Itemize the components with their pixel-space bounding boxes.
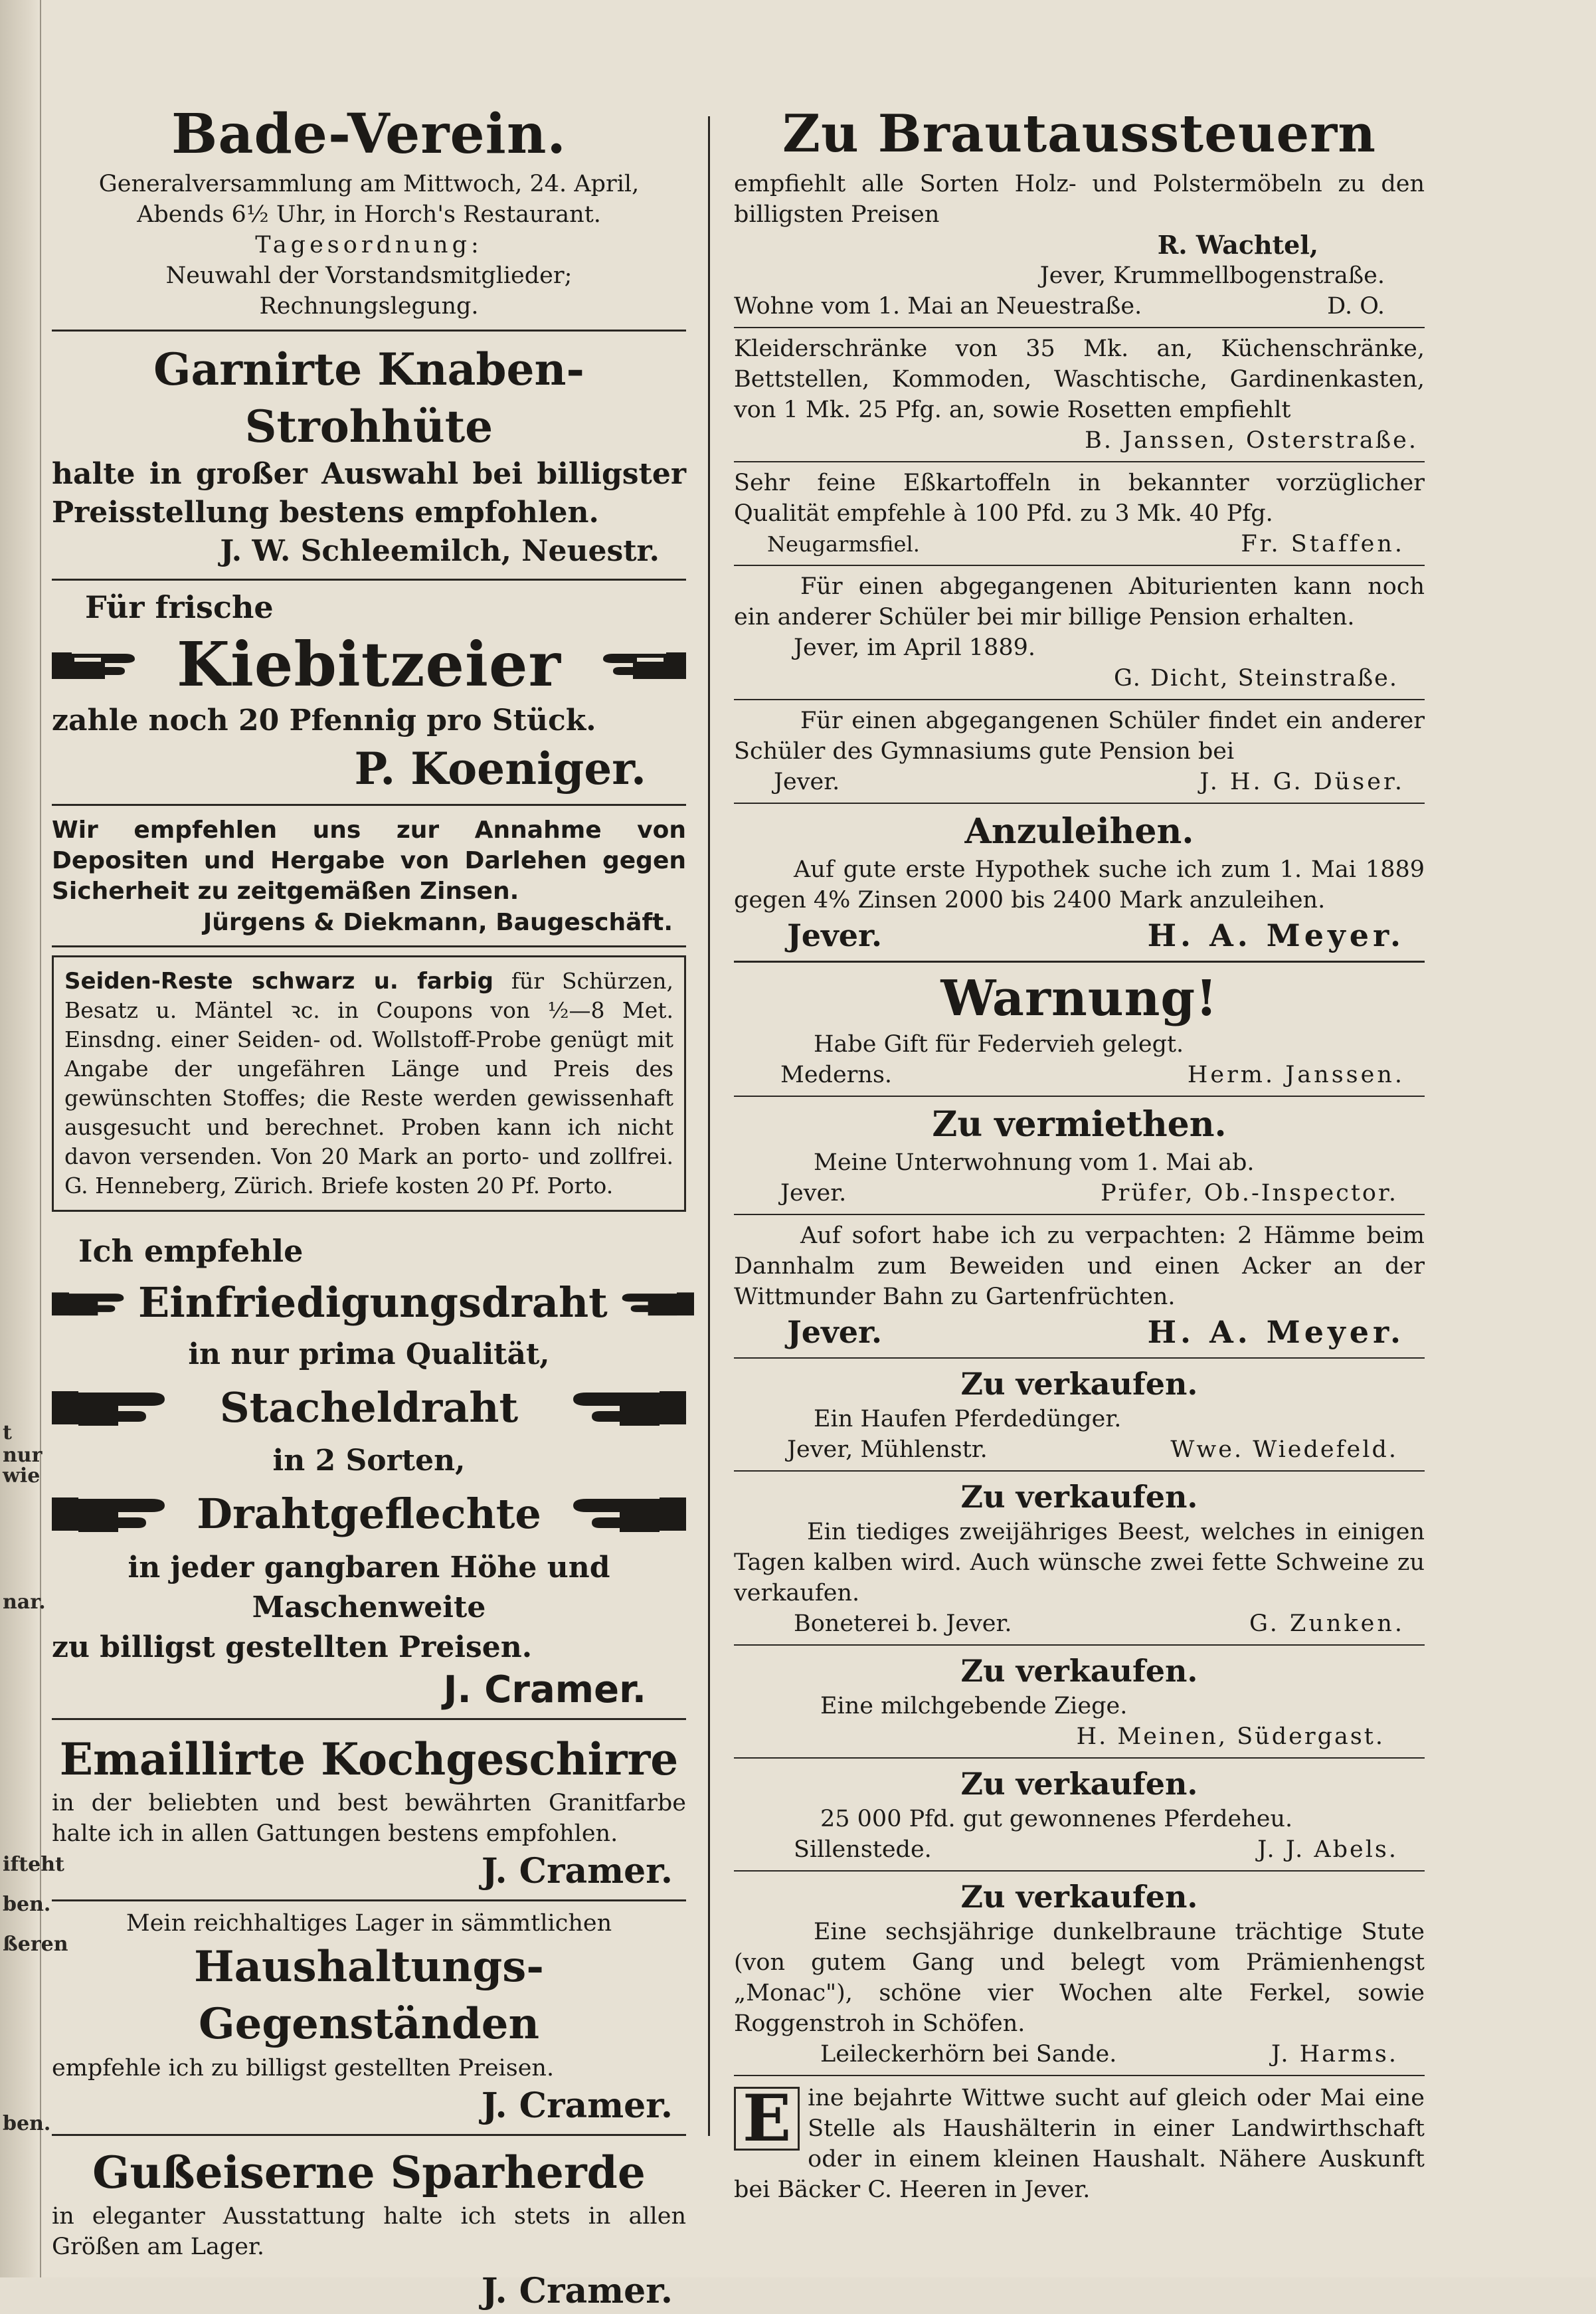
ad-date: Jever, im April 1889.	[794, 634, 1035, 661]
ad-title: Haushaltungs-Gegenständen	[194, 1942, 544, 2049]
ad-verpachten	[734, 1220, 1425, 1352]
ad-text: Kleiderschränke von 35 Mk. an, Küchenschränke, Bettstellen, Kommoden, Waschtische, Gardinenkasten, von 1 Mk. 25 Pfg. an, sowie Rosetten empfiehlt	[734, 336, 1425, 423]
ad-brautaussteuern	[734, 100, 1425, 322]
ad-text: Sehr feine Eßkartoffeln in bekannter vorzüglicher Qualität empfehle à 100 Pfd. zu 3 Mk. 40 Pfg.	[734, 470, 1425, 527]
ad-signature: G. Zunken.	[1249, 1610, 1405, 1637]
ad-signature: P. Koeniger.	[354, 743, 646, 795]
ad-text: Ich empfehle	[78, 1233, 304, 1269]
ad-text: zahle noch 20 Pfennig pro Stück.	[52, 704, 596, 737]
strip-fragment: ben.	[3, 1893, 51, 1916]
ad-separator	[734, 461, 1425, 462]
ad-text: Eine milchgebende Ziege.	[820, 1693, 1128, 1719]
ad-schueler-pension	[734, 706, 1425, 797]
ad-text: für Schürzen, Besatz u. Mäntel ꝛc. in Coupons von ½—8 Met. Einsdng. einer Seiden- od. Wollstoff-Probe genügt mit Angabe der ungefähren Länge und Preis des gewünschten Stoffes; die Reste werden gewissenhaft ausgesucht und berechnet. Proben kann ich nicht davon versenden. Von 20 Mark an porto- und zollfrei. G. Henneberg, Zürich. Briefe kosten 20 Pf. Porto.	[64, 968, 673, 1199]
ad-text: empfehle ich zu billigst gestellten Preisen.	[52, 2055, 555, 2081]
ad-signature: J. Cramer.	[481, 2085, 673, 2126]
ad-title: Anzuleihen.	[964, 811, 1194, 852]
ad-place: Mederns.	[780, 1062, 893, 1088]
ad-title: Bade-Verein.	[171, 102, 567, 166]
ad-note: D. O.	[1327, 293, 1385, 320]
ad-separator	[734, 1870, 1425, 1872]
ad-sparherde	[52, 2144, 686, 2314]
ad-title: Zu verkaufen.	[960, 1479, 1198, 1515]
ad-signature: J. Harms.	[1271, 2041, 1398, 2068]
ad-text: Für frische	[85, 589, 274, 625]
pointing-hand-left-icon	[586, 638, 686, 691]
ad-place: Jever, Mühlenstr.	[787, 1436, 988, 1463]
ad-place: Neugarmsfiel.	[767, 531, 920, 557]
ad-signature: Jürgens & Diekmann, Baugeschäft.	[203, 909, 673, 936]
pointing-hand-right-icon	[52, 1484, 171, 1544]
ad-signature: J. J. Abels.	[1257, 1836, 1398, 1863]
strip-fragment: nar.	[3, 1591, 46, 1614]
ad-signature: R. Wachtel,	[1157, 230, 1318, 260]
ad-lead: Seiden-Reste schwarz u. farbig	[64, 968, 493, 995]
ad-separator	[52, 2134, 686, 2136]
ad-title: Warnung!	[940, 970, 1218, 1027]
ad-signature: J. W. Schleemilch, Neuestr.	[220, 534, 660, 568]
left-column	[52, 100, 686, 2314]
ad-text: Meine Unterwohnung vom 1. Mai ab.	[814, 1149, 1255, 1176]
ad-kiebitzeier	[52, 587, 686, 797]
ad-text: Für einen abgegangenen Schüler findet ein anderer Schüler des Gymnasiums gute Pension bei	[734, 708, 1425, 765]
ad-vermiethen	[734, 1102, 1425, 1208]
ad-text: empfiehlt alle Sorten Holz- und Polstermöbeln zu den billigsten Preisen	[734, 171, 1425, 228]
ad-place: Sillenstede.	[794, 1836, 932, 1863]
ad-text: zu billigst gestellten Preisen.	[52, 1630, 533, 1664]
ad-signature: J. H. G. Düser.	[1199, 769, 1405, 795]
ad-text: Wir empfehlen uns zur Annahme von Depositen und Hergabe von Darlehen gegen Sicherheit zu zeitgemäßen Zinsen.	[52, 817, 686, 905]
ad-seidenreste	[52, 955, 686, 1212]
ad-text: Auf sofort habe ich zu verpachten: 2 Hämme beim Dannhalm zum Beweiden und einen Acker an der Wittmunder Bahn zu Gartenfrüchten.	[734, 1222, 1425, 1310]
ad-separator	[734, 327, 1425, 328]
ad-text: 25 000 Pfd. gut gewonnenes Pferdeheu.	[820, 1806, 1293, 1832]
ad-title: Gußeiserne Sparherde	[92, 2147, 646, 2198]
strip-fragment: ßeren	[3, 1933, 68, 1956]
ad-note: Wohne vom 1. Mai an Neuestraße.	[734, 293, 1142, 320]
ad-text: in eleganter Ausstattung halte ich stets in allen Größen am Lager.	[52, 2203, 686, 2260]
strip-fragment: ifteht	[3, 1853, 64, 1876]
ad-separator	[52, 945, 686, 947]
ad-title: Zu verkaufen.	[960, 1766, 1198, 1802]
ad-esskartoffeln	[734, 468, 1425, 559]
strip-fragment: wie	[3, 1464, 41, 1488]
ad-signature: Prüfer, Ob.-Inspector.	[1101, 1180, 1398, 1206]
ad-separator	[734, 2075, 1425, 2076]
ad-text: Abends 6½ Uhr, in Horch's Restaurant.	[137, 201, 601, 228]
ad-signature: J. Cramer.	[481, 1851, 673, 1891]
ad-text: Habe Gift für Federvieh gelegt.	[814, 1031, 1184, 1058]
ad-signature: G. Dicht, Steinstraße.	[1113, 665, 1398, 692]
ad-title: Zu verkaufen.	[960, 1653, 1198, 1689]
left-binding-strip	[0, 0, 68, 2277]
ad-separator	[52, 804, 686, 806]
ad-signature: J. Cramer.	[443, 1668, 646, 1711]
ad-bade-verein	[52, 100, 686, 322]
ad-item: Drahtgeflechte	[197, 1490, 541, 1538]
ad-signature: H. Meinen, Südergast.	[1076, 1723, 1385, 1750]
ad-place: Jever.	[787, 1314, 883, 1350]
column-divider	[708, 116, 710, 2136]
ad-title: Garnirte Knaben-Strohhüte	[153, 343, 584, 452]
ad-place: Jever.	[787, 917, 883, 953]
pointing-hand-right-icon	[52, 1378, 171, 1438]
ad-signature: H. A. Meyer.	[1147, 1314, 1405, 1350]
ad-place: Boneterei b. Jever.	[794, 1610, 1012, 1637]
ad-strohhuete	[52, 341, 686, 571]
ad-separator	[734, 1757, 1425, 1759]
ad-text: Neuwahl der Vorstandsmitglieder;	[165, 262, 573, 289]
ad-text: Eine sechsjährige dunkelbraune trächtige Stute (von gutem Gang und belegt vom Prämienhengst „Monac"), schöne vier Wochen alte Ferkel, sowie Roggenstroh in Schöfen.	[734, 1919, 1425, 2037]
ad-separator	[734, 1470, 1425, 1472]
ad-text: in 2 Sorten,	[272, 1444, 466, 1478]
ad-text: Ein Haufen Pferdedünger.	[814, 1406, 1122, 1432]
ad-text: in nur prima Qualität,	[188, 1337, 550, 1371]
ad-separator	[734, 565, 1425, 566]
ad-separator	[734, 1357, 1425, 1359]
ad-separator	[52, 1899, 686, 1901]
ad-separator	[734, 699, 1425, 700]
ad-title: Kiebitzeier	[177, 628, 561, 700]
ad-text: Ein tiediges zweijähriges Beest, welches in einigen Tagen kalben wird. Auch wünsche zwei fette Schweine zu verkaufen.	[734, 1519, 1425, 1606]
ad-separator	[52, 330, 686, 332]
ad-separator	[734, 1214, 1425, 1215]
ad-text: halte in großer Auswahl bei billigster Preisstellung bestens empfohlen.	[52, 457, 686, 530]
ad-signature: Fr. Staffen.	[1241, 531, 1405, 557]
ad-warnung	[734, 968, 1425, 1090]
ad-draht	[52, 1232, 686, 1713]
ad-separator	[734, 1096, 1425, 1097]
ad-signature: Herm. Janssen.	[1187, 1062, 1405, 1088]
ad-address: Jever, Krummellbogenstraße.	[1039, 262, 1385, 289]
ad-bank	[52, 815, 686, 939]
ad-item: Stacheldraht	[219, 1383, 519, 1432]
ad-signature: B. Janssen, Osterstraße.	[1085, 427, 1418, 454]
ad-place: Jever.	[780, 1180, 847, 1206]
ad-verkaufen-5	[734, 1877, 1425, 2070]
ad-separator	[52, 579, 686, 581]
ad-abiturient	[734, 571, 1425, 694]
ad-place: Jever.	[774, 769, 840, 795]
ad-verkaufen-1	[734, 1364, 1425, 1465]
pointing-hand-right-icon	[52, 1276, 138, 1329]
ad-signature: J. Cramer.	[481, 2271, 673, 2311]
ad-text: ine bejahrte Wittwe sucht auf gleich oder Mai eine Stelle als Haushälterin in einer Landwirthschaft oder in einem kleinen Haushalt. Nähere Auskunft bei Bäcker C. Heeren in Jever.	[734, 2085, 1425, 2203]
ad-signature: Wwe. Wiedefeld.	[1170, 1436, 1398, 1463]
ad-separator	[734, 961, 1425, 963]
ad-verkaufen-3	[734, 1651, 1425, 1752]
ad-separator	[52, 1718, 686, 1720]
ad-verkaufen-2	[734, 1477, 1425, 1639]
ad-text: Generalversammlung am Mittwoch, 24. April,	[98, 171, 640, 197]
ad-item: Einfriedigungsdraht	[138, 1278, 608, 1327]
ad-title: Zu vermiethen.	[932, 1104, 1227, 1145]
initial-letter: E	[734, 2087, 800, 2151]
ad-place: Leileckerhörn bei Sande.	[820, 2041, 1117, 2068]
ad-text: in jeder gangbaren Höhe und Maschenweite	[128, 1551, 610, 1624]
ad-title: Zu verkaufen.	[960, 1366, 1198, 1402]
strip-fragment: t nur	[3, 1421, 43, 1467]
ad-text: Auf gute erste Hypothek suche ich zum 1. Mai 1889 gegen 4% Zinsen 2000 bis 2400 Mark anzuleihen.	[734, 856, 1425, 914]
ad-kleiderschraenke	[734, 334, 1425, 456]
strip-fragment: ben.	[3, 2112, 51, 2135]
right-column	[734, 100, 1425, 2205]
ad-title: Zu verkaufen.	[960, 1879, 1198, 1915]
ad-text: Für einen abgegangenen Abiturienten kann noch ein anderer Schüler bei mir billige Pension erhalten.	[734, 573, 1425, 630]
ad-text: Tagesordnung:	[255, 232, 483, 258]
ad-separator	[734, 803, 1425, 804]
pointing-hand-left-icon	[608, 1276, 694, 1329]
ad-verkaufen-4	[734, 1764, 1425, 1865]
ad-title: Zu Brautaussteuern	[782, 104, 1376, 164]
ad-wittwe	[734, 2083, 1425, 2205]
pointing-hand-left-icon	[567, 1378, 686, 1438]
pointing-hand-left-icon	[567, 1484, 686, 1544]
ad-title: Emaillirte Kochgeschirre	[59, 1733, 679, 1785]
ad-separator	[734, 1644, 1425, 1646]
pointing-hand-right-icon	[52, 638, 151, 691]
ad-haushaltung	[52, 1908, 686, 2129]
ad-text: Rechnungslegung.	[259, 293, 479, 320]
ad-signature: H. A. Meyer.	[1147, 917, 1405, 953]
ad-text: Mein reichhaltiges Lager in sämmtlichen	[126, 1910, 612, 1937]
ad-text: in der beliebten und best bewährten Granitfarbe halte ich in allen Gattungen bestens empfohlen.	[52, 1790, 686, 1847]
ad-kochgeschirre	[52, 1731, 686, 1894]
ad-anzuleihen	[734, 809, 1425, 955]
